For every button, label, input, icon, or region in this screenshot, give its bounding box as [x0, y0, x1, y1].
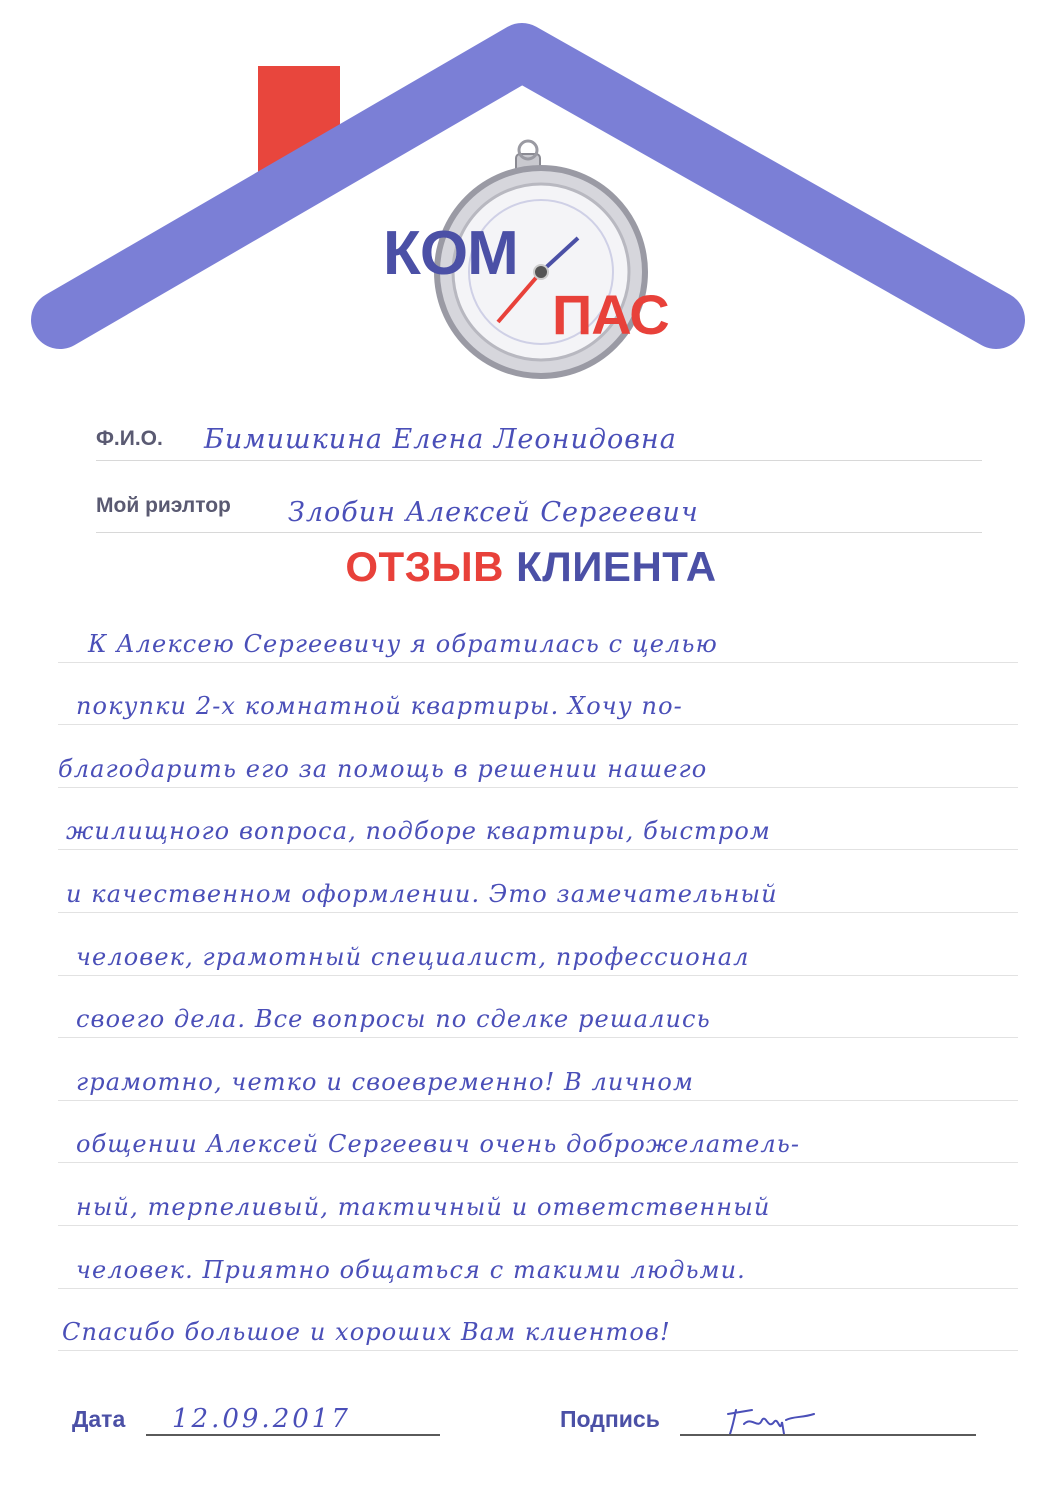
review-line [58, 663, 1018, 726]
review-line [58, 850, 1018, 913]
review-line-text: своего дела. Все вопросы по сделке решались [76, 1005, 711, 1034]
review-line [58, 1163, 1018, 1226]
realtor-value: Злобин Алексей Сергеевич [288, 497, 699, 528]
review-line-text: благодарить его за помощь в решении нашего [58, 754, 708, 783]
review-text [58, 600, 1018, 1351]
review-line [58, 1101, 1018, 1164]
review-line [58, 725, 1018, 788]
realtor-label: Мой риэлтор [96, 494, 231, 517]
review-line-text: Спасибо большое и хороших Вам клиентов! [62, 1318, 671, 1347]
title-part-red: ОТЗЫВ [345, 543, 504, 590]
review-line [58, 1289, 1018, 1352]
brand-word-bottom: ПАС [552, 283, 669, 346]
review-line-text: человек, грамотный специалист, профессионал [76, 942, 750, 971]
fio-line [96, 460, 982, 461]
title-part-blue: КЛИЕНТА [516, 543, 717, 590]
review-line [58, 1226, 1018, 1289]
review-line [58, 788, 1018, 851]
page-title [0, 543, 1062, 591]
date-label: Дата [72, 1406, 126, 1432]
review-line-text: и качественном оформлении. Это замечательный [66, 879, 778, 908]
date-value: 12.09.2017 [172, 1404, 351, 1434]
review-line-text: жилищного вопроса, подборе квартиры, быстром [66, 817, 771, 846]
review-line [58, 1038, 1018, 1101]
company-logo [0, 0, 1062, 400]
review-line [58, 600, 1018, 663]
review-line-text: ный, терпеливый, тактичный и ответственный [76, 1192, 771, 1221]
review-line-text: грамотно, четко и своевременно! В личном [76, 1067, 694, 1096]
review-line [58, 913, 1018, 976]
review-line-text: К Алексею Сергеевичу я обратилась с целью [88, 629, 718, 658]
review-line-text: человек. Приятно общаться с такими людьми. [76, 1255, 746, 1284]
signature-label: Подпись [560, 1406, 660, 1432]
date-line [146, 1434, 440, 1436]
realtor-line [96, 532, 982, 533]
fio-label: Ф.И.О. [96, 427, 163, 450]
review-line-text: покупки 2-х комнатной квартиры. Хочу по- [76, 692, 683, 721]
review-line [58, 976, 1018, 1039]
brand-word-top: КОМ [383, 219, 518, 288]
fio-value: Бимишкина Елена Леонидовна [204, 424, 677, 455]
review-line-text: общении Алексей Сергеевич очень доброжелатель- [76, 1130, 801, 1159]
signature-line [680, 1434, 976, 1436]
